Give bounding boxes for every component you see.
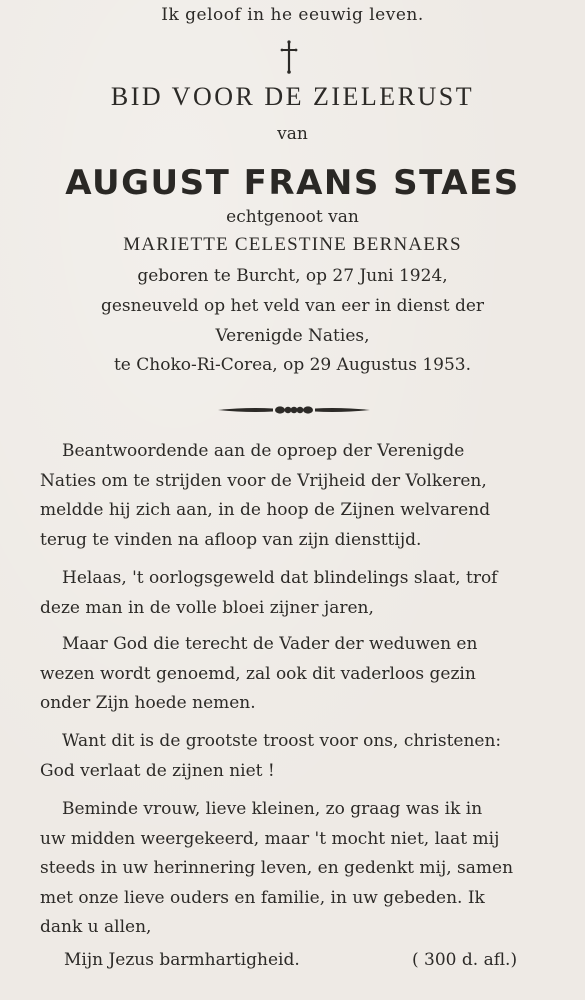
paragraph-war [40, 564, 552, 623]
paragraph-line: Beminde vrouw, lieve kleinen, zo graag was ik in [62, 799, 483, 819]
paragraph-line: wezen wordt genoemd, zal ook dit vaderloos gezin [40, 663, 476, 684]
paragraph-line: God verlaat de zijnen niet ! [40, 760, 275, 781]
paragraph-line: Maar God die terecht de Vader der weduwen en [62, 634, 478, 654]
cross-icon [280, 40, 298, 74]
page-title: BID VOOR DE ZIELERUST [110, 82, 475, 111]
spouse-name: MARIETTE CELESTINE BERNAERS [123, 234, 462, 255]
paragraph-god [40, 630, 552, 719]
paragraph-call [40, 437, 552, 555]
paragraph-line: uw midden weergekeerd, maar 't mocht niet, laat mij [40, 828, 500, 849]
paragraph-line: onder Zijn hoede nemen. [40, 693, 256, 713]
paragraph-farewell [40, 795, 552, 943]
paragraph-line: meldde hij zich aan, in de hoop de Zijnen welvarend [40, 500, 491, 520]
paragraph-line: Beantwoordende aan de oproep der Verenigde [62, 441, 465, 461]
van-label: van [277, 124, 308, 144]
paragraph-line: Want dit is de grootste troost voor ons, christenen: [62, 731, 502, 751]
deceased-name: AUGUST FRANS STAES [65, 163, 520, 203]
paragraph-comfort [40, 727, 552, 786]
fallen-line: gesneuveld op het veld van eer in dienst der [100, 296, 485, 316]
ornament-divider [218, 401, 370, 419]
motto: Ik geloof in he eeuwig leven. [161, 5, 424, 25]
paragraph-line: Helaas, 't oorlogsgeweld dat blindelings slaat, trof [62, 568, 498, 588]
closing-prayer: Mijn Jezus barmhartigheid. [64, 950, 300, 970]
place-date-line: te Choko-Ri-Corea, op 29 Augustus 1953. [113, 355, 472, 375]
paragraph-line: Naties om te strijden voor de Vrijheid der Volkeren, [40, 470, 487, 491]
birth-line: geboren te Burcht, op 27 Juni 1924, [137, 266, 448, 286]
paragraph-line: deze man in de volle bloei zijner jaren, [40, 597, 374, 618]
paragraph-line: met onze lieve ouders en familie, in uw gebeden. Ik [40, 887, 485, 908]
paragraph-line: terug te vinden na afloop van zijn diensttijd. [40, 529, 422, 550]
paragraph-line: steeds in uw herinnering leven, en gedenkt mij, samen [40, 858, 514, 878]
indulgence-note: ( 300 d. afl.) [412, 950, 518, 970]
paragraph-line: dank u allen, [40, 917, 152, 937]
spouse-label: echtgenoot van [226, 207, 359, 227]
united-nations-line: Verenigde Naties, [215, 326, 370, 346]
